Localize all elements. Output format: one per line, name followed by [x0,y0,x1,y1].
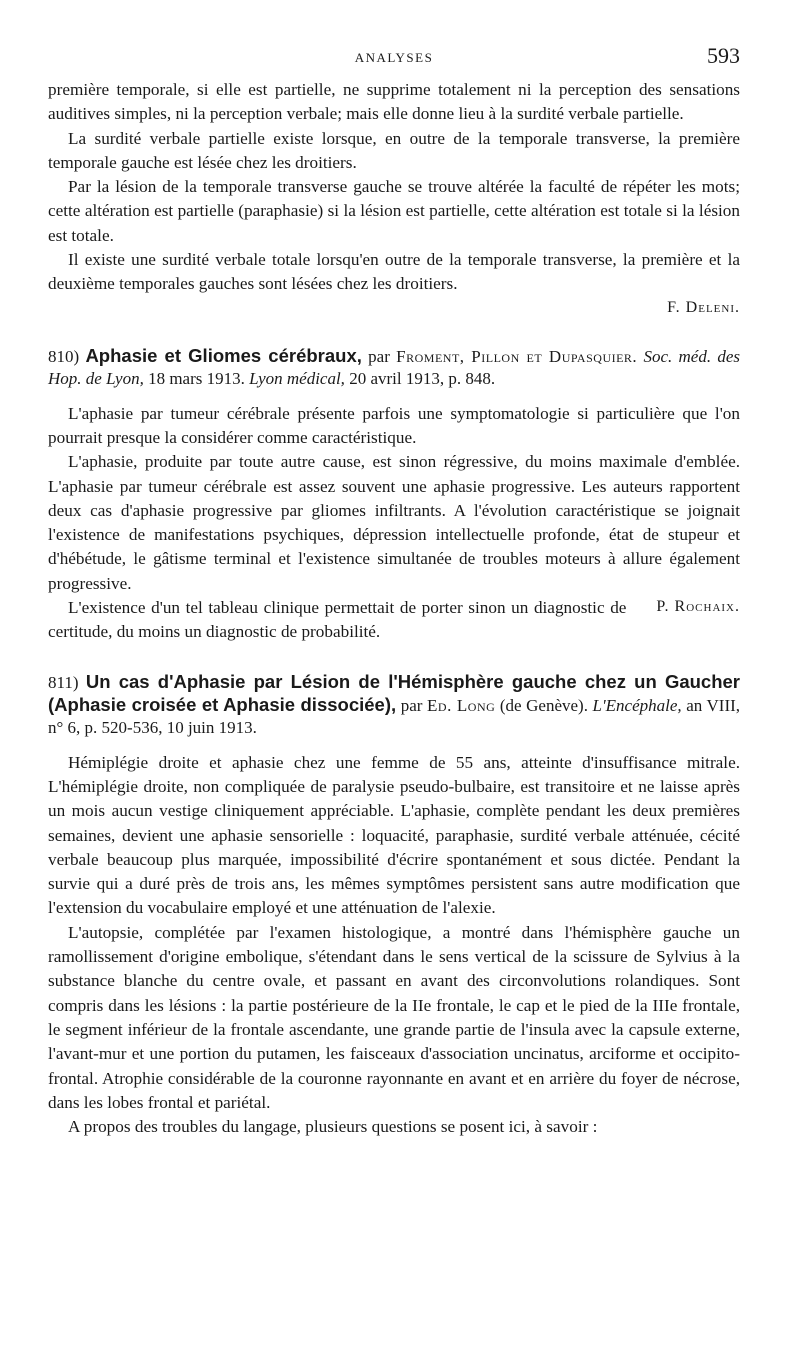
continuation-paragraph: Il existe une surdité verbale totale lorsqu'en outre de la temporale transverse, la première et la deuxième temporales gauches sont lésées chez les droitiers. [48,250,740,294]
entry-number: 810) [48,346,80,366]
entry-source: Soc. méd. des Hop. de Lyon, [48,346,741,388]
page-header [48,40,740,78]
signature: P. Rochaix. [656,598,740,616]
continuation-paragraph: Par la lésion de la temporale transverse gauche se trouve altérée la faculté de répéter les mots; cette altération est partielle (paraphasie) si la lésion est partielle, cette altération est totale si la lésion est totale. [48,177,740,245]
entry-paragraph: A propos des troubles du langage, plusieurs questions se posent ici, à savoir : [68,1117,598,1137]
entry-source-details: an VIII, n° 6, p. 520-536, 10 juin 1913. [48,695,741,737]
entry-811 [48,671,740,1140]
entry-title: Un cas d'Aphasie par Lésion de l'Hémisphère gauche chez un Gaucher (Aphasie croisée et Aphasie dissociée), [48,670,741,715]
entry-810 [48,345,740,645]
running-head: ANALYSES [354,50,434,65]
authors-prefix: par [400,695,423,715]
entry-paragraph: Hémiplégie droite et aphasie chez une femme de 55 ans, atteinte d'insuffisance mitrale. L'hémiplégie droite, non compliquée de paralysie pseudo-bulbaire, est transitoire et ne laisse après un mois aucun vestige cliniquement appréciable. L'aphasie, complète pendant les deux premières semaines, devient une aphasie sensorielle : loquacité, paraphasie, surdité verbale atténuée, cécité verbale beaucoup plus marquée, impossibilité d'écrire spontanément et sous dictée. Pendant la survie qui a duré près de trois ans, les mêmes symptômes persistent sans autre modification que l'extension du vocabulaire employé et une atténuation de l'alexie. [48,752,740,918]
authors-suffix: (de Genève). [499,695,588,715]
authors-prefix: par [368,346,390,366]
entry-number: 811) [48,672,79,692]
entry-paragraph-text: L'existence d'un tel tableau clinique permettait de porter sinon un diagnostic de certitude, du moins un diagnostic de probabilité. [48,598,627,642]
entry-source: L'Encéphale, [592,695,682,715]
entry-paragraph: L'aphasie par tumeur cérébrale présente parfois une symptomatologie si particulière que l'on pourrait presque la considérer comme caractéristique. [48,403,740,447]
signature: F. Deleni. [667,298,740,316]
continuation-section [48,78,740,319]
entry-authors: Froment, Pillon et Dupasquier. [396,346,638,366]
entry-paragraph: L'aphasie, produite par toute autre cause, est sinon régressive, du moins maximale d'emblée. L'aphasie par tumeur cérébrale est assez souvent une aphasie progressive. Les auteurs rapportent deux cas d'aphasie progressive par gliomes infiltrants. A l'évolution caractéristique se joignait l'existence de manifestations psychiques, dépression intellectuelle profonde, état de stupeur et d'hébétude, le gâtisme terminal et l'existence simultanée de troubles moteurs à allure également progressive. [48,452,740,593]
entry-authors: Ed. Long [427,695,496,715]
entry-paragraph: L'autopsie, complétée par l'examen histologique, a montré dans l'hémisphère gauche un ramollissement d'origine embolique, s'étendant dans le sens vertical de la scissure de Sylvius à la substance blanche du centre ovale, et passant en avant des circonvolutions rolandiques. Sont compris dans les lésions : la partie postérieure de la IIe frontale, le cap et le pied de la IIIe frontale, le segment inférieur de la frontale ascendante, une grande partie de l'insula avec la capsule externe, l'avant-mur et une portion du putamen, les faisceaux d'association uncinatus, arciforme et occipito-frontal. Atrophie considérable de la couronne rayonnante en avant et en arrière du foyer de nécrose, dans les lobes frontal et pariétal. [48,922,740,1112]
entry-heading [48,345,740,390]
page-number: 593 [707,43,740,68]
continuation-paragraph: La surdité verbale partielle existe lorsque, en outre de la temporale transverse, la première temporale gauche est lésée chez les droitiers. [48,128,740,172]
continuation-paragraph: première temporale, si elle est partielle, ne supprime totalement ni la perception des sensations auditives simples, ni la perception verbale; mais elle donne lieu à la surdité verbale partielle. [48,80,740,124]
entry-paragraph [48,596,740,645]
entry-heading [48,671,740,739]
entry-source-date: 18 mars 1913. [148,368,245,388]
entry-source-2: Lyon médical, [249,368,345,388]
entry-title: Aphasie et Gliomes cérébraux, [85,344,362,366]
entry-source-2-date: 20 avril 1913, p. 848. [349,368,496,388]
